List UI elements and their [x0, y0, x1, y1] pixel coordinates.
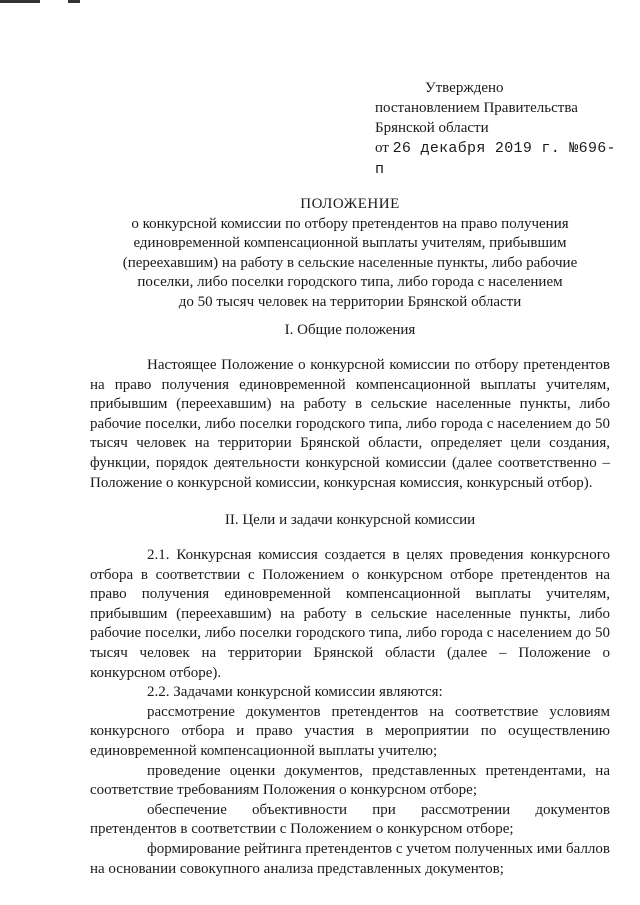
- section-1-body: [90, 356, 610, 493]
- document-title: [60, 195, 640, 313]
- approval-date-prefix: от: [375, 140, 389, 156]
- section-2-heading: II. Цели и задачи конкурсной комиссии: [224, 512, 476, 528]
- title-line: единовременной компенсационной выплаты учителям, прибывшим: [133, 235, 567, 252]
- scan-edge-marks: [0, 0, 640, 4]
- paragraph: проведение оценки документов, представленных претендентами, на соответствие требованиям Положения о конкурсном отборе;: [90, 762, 610, 799]
- paragraph: рассмотрение документов претендентов на соответствие условиям конкурсного отбора и право участия в мероприятии по осуществлению единовременной компенсационной выплаты учителю;: [90, 703, 610, 759]
- approval-line-1: Утверждено: [425, 80, 504, 96]
- approval-line-2: постановлением Правительства: [375, 100, 578, 116]
- section-2-body: [90, 546, 610, 879]
- paragraph: 2.2. Задачами конкурсной комиссии являются:: [147, 684, 443, 701]
- title-line: поселки, либо поселки городского типа, либо города с населением: [137, 274, 563, 291]
- section-1-heading: I. Общие положения: [284, 322, 416, 338]
- paragraph: Настоящее Положение о конкурсной комиссии по отбору претендентов на право получения единовременной компенсационной выплаты учителям, прибывшим (переехавшим) на работу в сельские населенные пункты, либо рабочие поселки, либо поселки городского типа, либо города с населением до 50 тысяч человек на территории Брянской области, определяет цели создания, функции, порядок деятельности конкурсной комиссии (далее соответственно – Положение о конкурсной комиссии, конкурсная комиссия, конкурсный отбор).: [90, 357, 610, 491]
- approval-date: [375, 138, 625, 180]
- title-line: (переехавшим) на работу в сельские населенные пункты, либо рабочие: [122, 254, 578, 271]
- paragraph: обеспечение объективности при рассмотрении документов претендентов в соответствии с Положением о конкурсном отборе;: [90, 801, 610, 838]
- title-line: до 50 тысяч человек на территории Брянской области: [178, 293, 522, 310]
- approval-stamp: [375, 78, 625, 180]
- paragraph: формирование рейтинга претендентов с учетом полученных ими баллов на основании совокупного анализа представленных документов;: [90, 840, 610, 877]
- paragraph: 2.1. Конкурсная комиссия создается в целях проведения конкурсного отбора в соответствии с Положением о конкурсном отборе претендентов на право получения единовременной компенсационной выплаты учителям, прибывшим (переехавшим) на работу в сельские населенные пункты, либо рабочие поселки, либо поселки городского типа, либо города с населением до 50 тысяч человек на территории Брянской области (далее – Положение о конкурсном отборе).: [90, 547, 610, 681]
- approval-line-3: Брянской области: [375, 120, 489, 136]
- title-heading: ПОЛОЖЕНИЕ: [300, 196, 400, 212]
- title-line: о конкурсной комиссии по отбору претендентов на право получения: [131, 215, 569, 232]
- approval-date-typed: 26 декабря 2019 г. №696-п: [375, 140, 616, 178]
